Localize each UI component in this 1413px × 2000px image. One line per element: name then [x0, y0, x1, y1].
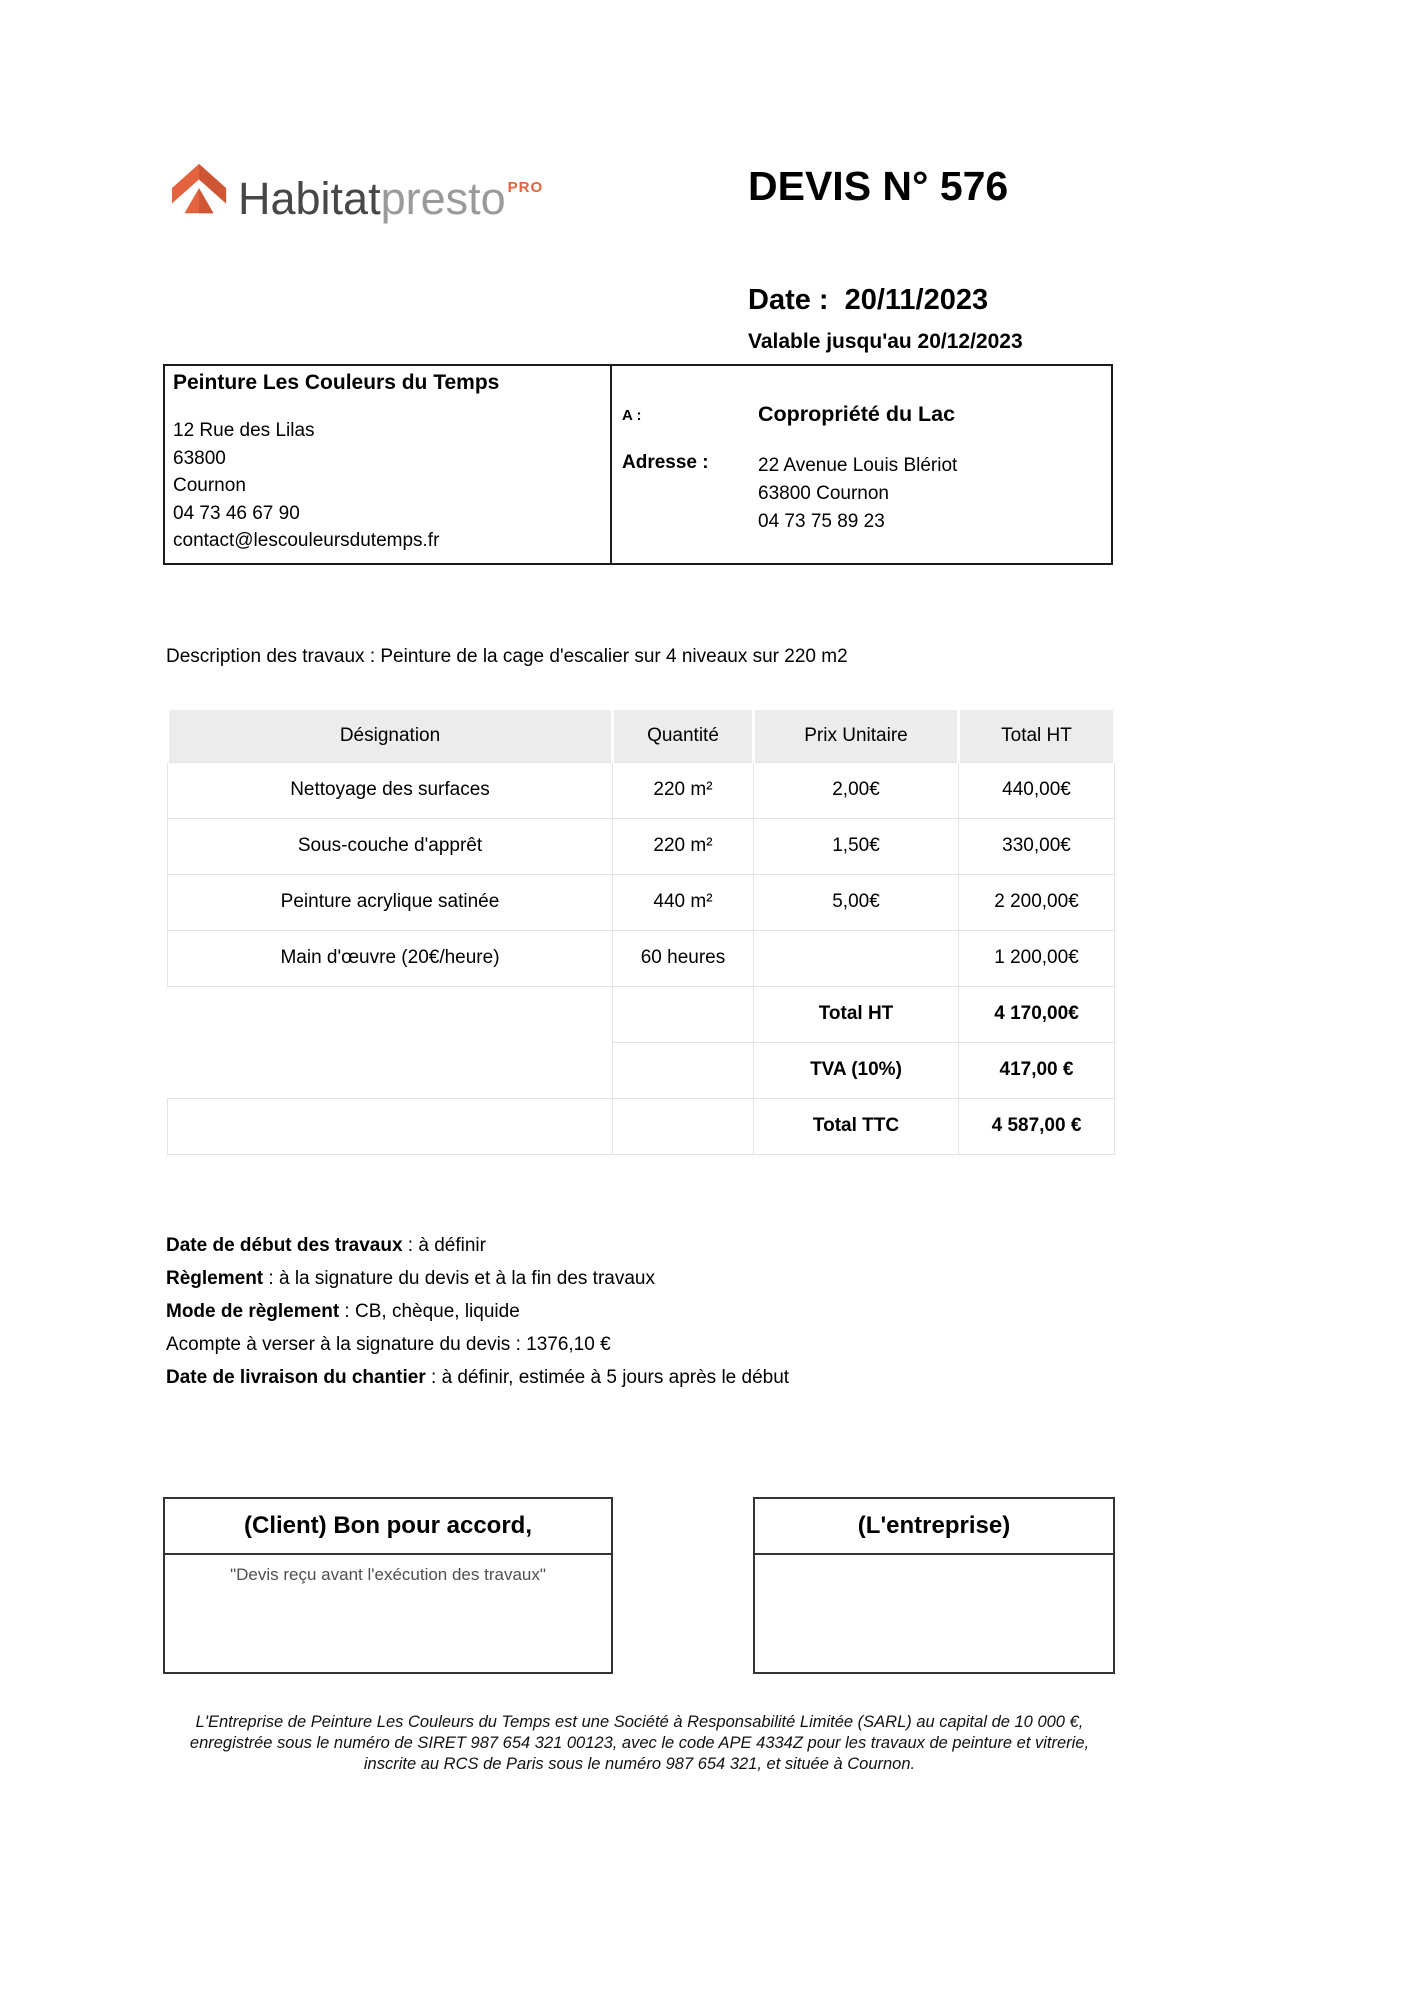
- validity-date: Valable jusqu'au 20/12/2023: [748, 330, 1023, 353]
- payment-method-line: Mode de règlement : CB, chèque, liquide: [166, 1301, 520, 1322]
- cell-designation: Main d'œuvre (20€/heure): [168, 930, 613, 986]
- company-info: [165, 366, 612, 563]
- cell-designation: Peinture acrylique satinée: [168, 874, 613, 930]
- devis-number-title: DEVIS N° 576: [748, 163, 1009, 209]
- client-address: [758, 452, 957, 536]
- cell-quantity: 60 heures: [613, 930, 754, 986]
- cell-designation: Nettoyage des surfaces: [168, 762, 613, 818]
- header-unit-price: Prix Unitaire: [754, 710, 959, 762]
- table-row: [168, 762, 1115, 818]
- company-postal-code: 63800: [173, 447, 226, 469]
- client-city: 63800 Cournon: [758, 483, 889, 504]
- logo-presto: presto: [380, 173, 506, 224]
- total-ttc-value: 4 587,00 €: [959, 1098, 1115, 1154]
- total-ht-label: Total HT: [754, 986, 959, 1042]
- payment-terms-line: Règlement : à la signature du devis et à la fin des travaux: [166, 1268, 655, 1289]
- client-signature-box: [163, 1497, 613, 1674]
- items-table: [166, 710, 1116, 1155]
- company-city: Cournon: [173, 475, 246, 496]
- table-row: [168, 818, 1115, 874]
- company-email: contact@lescouleursdutemps.fr: [173, 530, 440, 551]
- client-address-row: [622, 452, 1101, 536]
- empty-cell: [168, 1098, 613, 1154]
- cell-total: 440,00€: [959, 762, 1115, 818]
- cell-unit-price: 5,00€: [754, 874, 959, 930]
- empty-cell: [168, 986, 613, 1042]
- total-ttc-label: Total TTC: [754, 1098, 959, 1154]
- house-arrow-icon: [170, 162, 228, 218]
- cell-total: 2 200,00€: [959, 874, 1115, 930]
- habitatpresto-logo: [170, 160, 543, 227]
- parties-info-box: [163, 364, 1113, 565]
- logo-habitat: Habitat: [238, 173, 381, 224]
- company-phone: 04 73 46 67 90: [173, 502, 300, 524]
- cell-quantity: 220 m²: [613, 818, 754, 874]
- legal-footer: L'Entreprise de Peinture Les Couleurs du Temps est une Société à Responsabilité Limitée (SARL) au capital de 10 000 €, enregistrée sous le numéro de SIRET 987 654 321 00123, avec le code APE 4334Z pour les travaux de peinture et vitrerie, inscrite au RCS de Paris sous le numéro 987 654 321, et située à Cournon.: [189, 1713, 1090, 1773]
- cell-unit-price: 1,50€: [754, 818, 959, 874]
- cell-designation: Sous-couche d'apprêt: [168, 818, 613, 874]
- header-total-ht: Total HT: [959, 710, 1115, 762]
- logo-pro-badge: PRO: [507, 179, 544, 196]
- company-address: [173, 417, 602, 555]
- logo-wordmark: [238, 160, 543, 227]
- header-quantity: Quantité: [613, 710, 754, 762]
- company-signature-box: [753, 1497, 1115, 1674]
- devis-date: [748, 284, 988, 317]
- client-info: [612, 366, 1111, 563]
- table-row: [168, 930, 1115, 986]
- conditions-block: [166, 1232, 789, 1397]
- empty-cell: [613, 1042, 754, 1098]
- table-row: [168, 874, 1115, 930]
- cell-quantity: 220 m²: [613, 762, 754, 818]
- deposit-line: Acompte à verser à la signature du devis : 1376,10 €: [166, 1334, 611, 1355]
- company-street: 12 Rue des Lilas: [173, 420, 315, 441]
- header-designation: Désignation: [168, 710, 613, 762]
- company-name: Peinture Les Couleurs du Temps: [173, 371, 500, 394]
- tva-row: [168, 1042, 1115, 1098]
- tva-label: TVA (10%): [754, 1042, 959, 1098]
- total-ttc-row: [168, 1098, 1115, 1154]
- cell-unit-price: [754, 930, 959, 986]
- client-street: 22 Avenue Louis Blériot: [758, 455, 958, 476]
- cell-quantity: 440 m²: [613, 874, 754, 930]
- client-signature-note: "Devis reçu avant l'exécution des travaux": [230, 1565, 546, 1584]
- to-label: A :: [622, 407, 642, 424]
- client-signature-title: (Client) Bon pour accord,: [165, 1499, 611, 1555]
- total-ht-value: 4 170,00€: [959, 986, 1115, 1042]
- tva-value: 417,00 €: [959, 1042, 1115, 1098]
- address-label: Adresse :: [622, 452, 709, 473]
- client-phone: 04 73 75 89 23: [758, 511, 885, 532]
- cell-total: 1 200,00€: [959, 930, 1115, 986]
- delivery-date-line: Date de livraison du chantier : à définir, estimée à 5 jours après le début: [166, 1367, 790, 1388]
- cell-unit-price: 2,00€: [754, 762, 959, 818]
- empty-cell: [613, 986, 754, 1042]
- date-label: Date :: [748, 284, 829, 316]
- cell-total: 330,00€: [959, 818, 1115, 874]
- empty-cell: [613, 1098, 754, 1154]
- company-signature-title: (L'entreprise): [755, 1499, 1113, 1555]
- client-name: Copropriété du Lac: [758, 402, 956, 426]
- total-ht-row: [168, 986, 1115, 1042]
- table-header-row: [168, 710, 1115, 762]
- date-value: 20/11/2023: [844, 284, 989, 316]
- works-description: Description des travaux : Peinture de la cage d'escalier sur 4 niveaux sur 220 m2: [166, 646, 848, 667]
- start-date-line: Date de début des travaux : à définir: [166, 1235, 486, 1256]
- empty-cell: [168, 1042, 613, 1098]
- client-name-row: [622, 402, 1101, 427]
